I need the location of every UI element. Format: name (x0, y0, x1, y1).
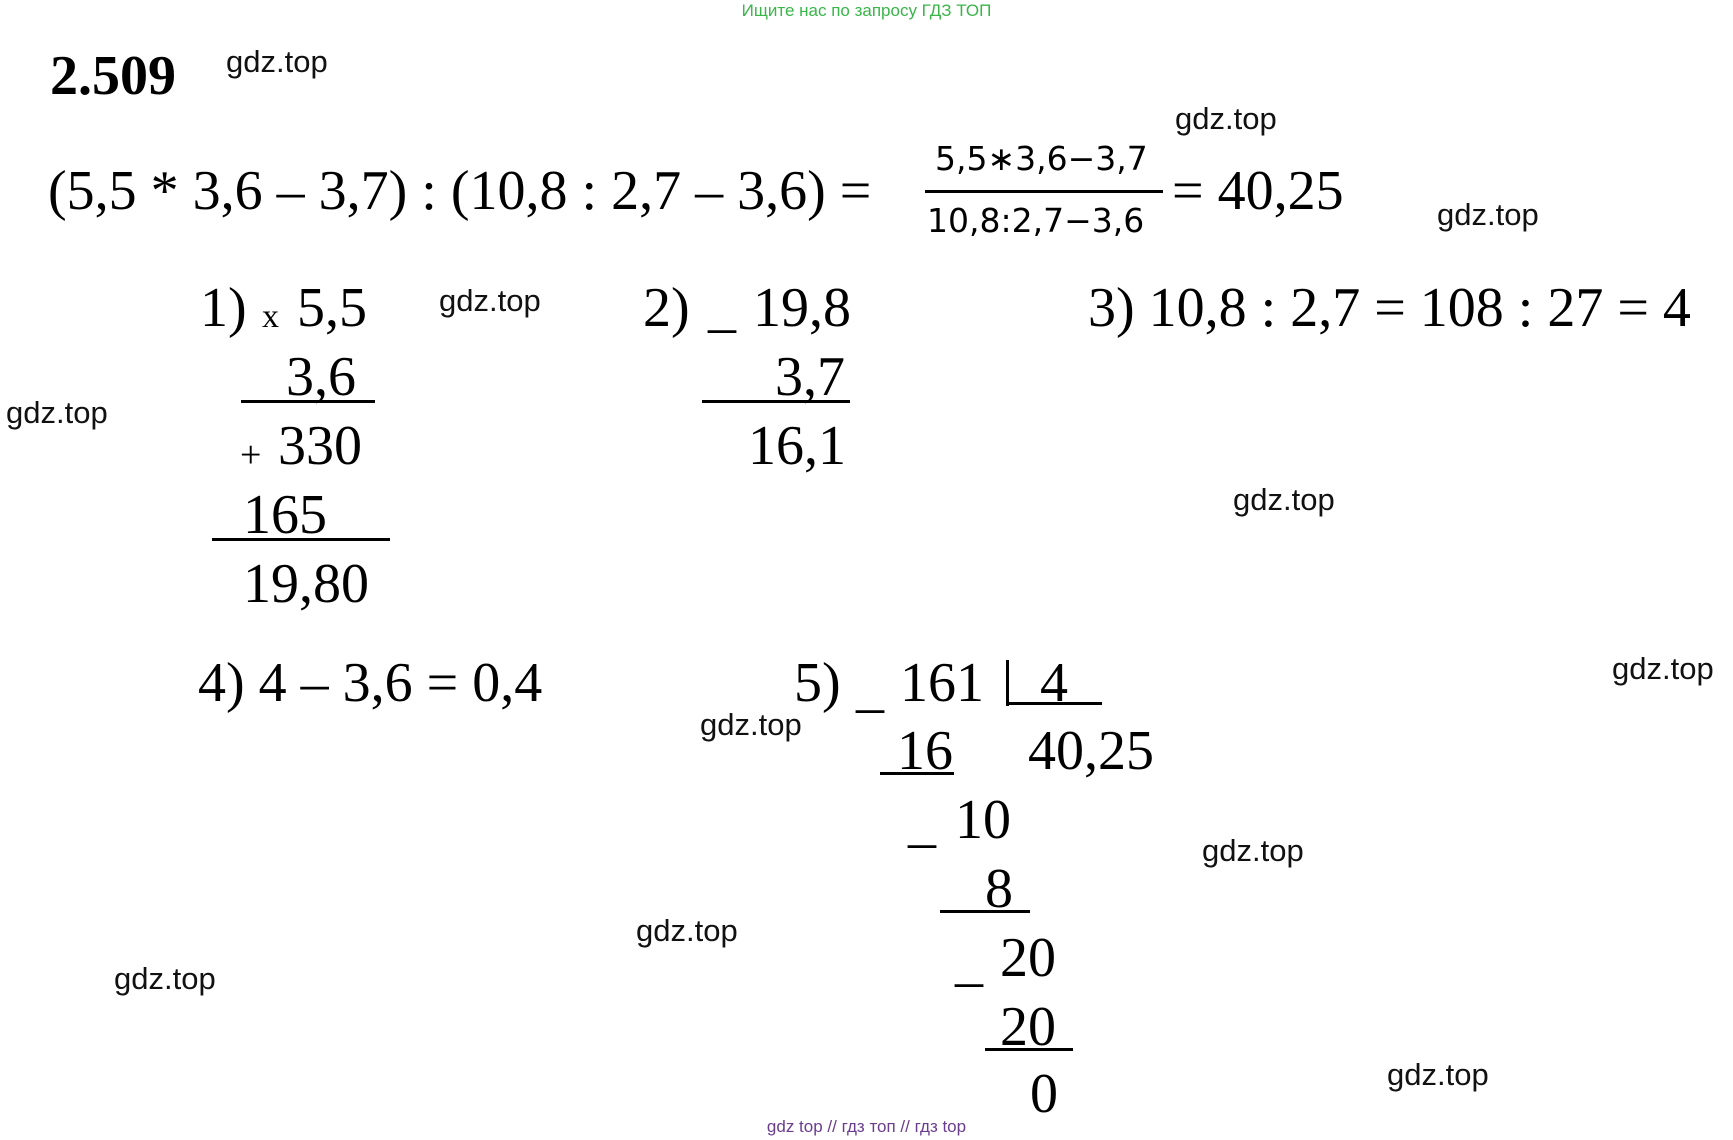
step5-label: 5) (794, 652, 841, 714)
watermark: gdz.top (1233, 482, 1335, 517)
step5-line3 (985, 1048, 1073, 1051)
step5-remainder: 0 (1030, 1063, 1058, 1125)
fraction-numerator: 5,5∗3,6−3,7 (935, 139, 1148, 178)
step2-minuend: 19,8 (753, 277, 851, 339)
step5-divisor-line (1006, 702, 1102, 705)
watermark: gdz.top (6, 395, 108, 430)
step1-label: 1) (200, 277, 247, 339)
step1-line2 (212, 538, 390, 541)
step5-division-bar (1006, 660, 1009, 706)
step5-line1 (880, 772, 954, 775)
step1-product: 19,80 (243, 553, 369, 615)
problem-number: 2.509 (50, 45, 176, 107)
step2-minus-sign: _ (708, 277, 736, 339)
step3-equation: 3) 10,8 : 2,7 = 108 : 27 = 4 (1088, 277, 1691, 339)
watermark: gdz.top (636, 913, 738, 948)
watermark: gdz.top (1437, 197, 1539, 232)
main-equation-result: = 40,25 (1172, 160, 1344, 222)
step1-line1 (241, 400, 375, 403)
watermark: gdz.top (700, 707, 802, 742)
step5-quotient: 40,25 (1028, 720, 1154, 782)
bottom-banner: gdz top // гдз топ // гдз top (766, 1117, 967, 1136)
step2-difference: 16,1 (748, 415, 846, 477)
step5-minus-sign-3: _ (955, 931, 983, 993)
step1-plus-sign: + (240, 434, 262, 476)
watermark: gdz.top (1175, 101, 1277, 136)
top-banner: Ищите нас по запросу ГДЗ ТОП (741, 1, 992, 20)
step1-partial2: 165 (243, 484, 327, 546)
watermark: gdz.top (114, 961, 216, 996)
step4-equation: 4) 4 – 3,6 = 0,4 (198, 652, 543, 714)
step5-row-20a: 20 (1000, 927, 1056, 989)
watermark: gdz.top (1387, 1057, 1489, 1092)
step1-multiplicand: 5,5 (297, 277, 367, 339)
step2-label: 2) (643, 277, 690, 339)
watermark: gdz.top (1202, 833, 1304, 868)
step2-subtrahend: 3,7 (775, 346, 845, 408)
step2-line (702, 400, 850, 403)
watermark: gdz.top (439, 283, 541, 318)
step5-row-8: 8 (985, 858, 1013, 920)
step5-minus-sign: _ (856, 657, 884, 719)
main-equation-left: (5,5 * 3,6 – 3,7) : (10,8 : 2,7 – 3,6) = (48, 160, 872, 222)
step5-divisor: 4 (1040, 652, 1068, 714)
step5-dividend: 161 (900, 652, 984, 714)
step1-multiply-sign: x (262, 298, 279, 335)
step1-multiplier: 3,6 (286, 346, 356, 408)
watermark: gdz.top (226, 44, 328, 79)
step5-minus-sign-2: _ (908, 792, 936, 854)
step5-row-10: 10 (955, 789, 1011, 851)
fraction-bar (925, 190, 1163, 193)
step5-row-16: 16 (897, 720, 953, 782)
step1-partial1: 330 (278, 415, 362, 477)
step5-row-20b: 20 (1000, 996, 1056, 1058)
watermark: gdz.top (1612, 651, 1714, 686)
step5-line2 (940, 910, 1030, 913)
fraction-denominator: 10,8:2,7−3,6 (927, 201, 1145, 240)
